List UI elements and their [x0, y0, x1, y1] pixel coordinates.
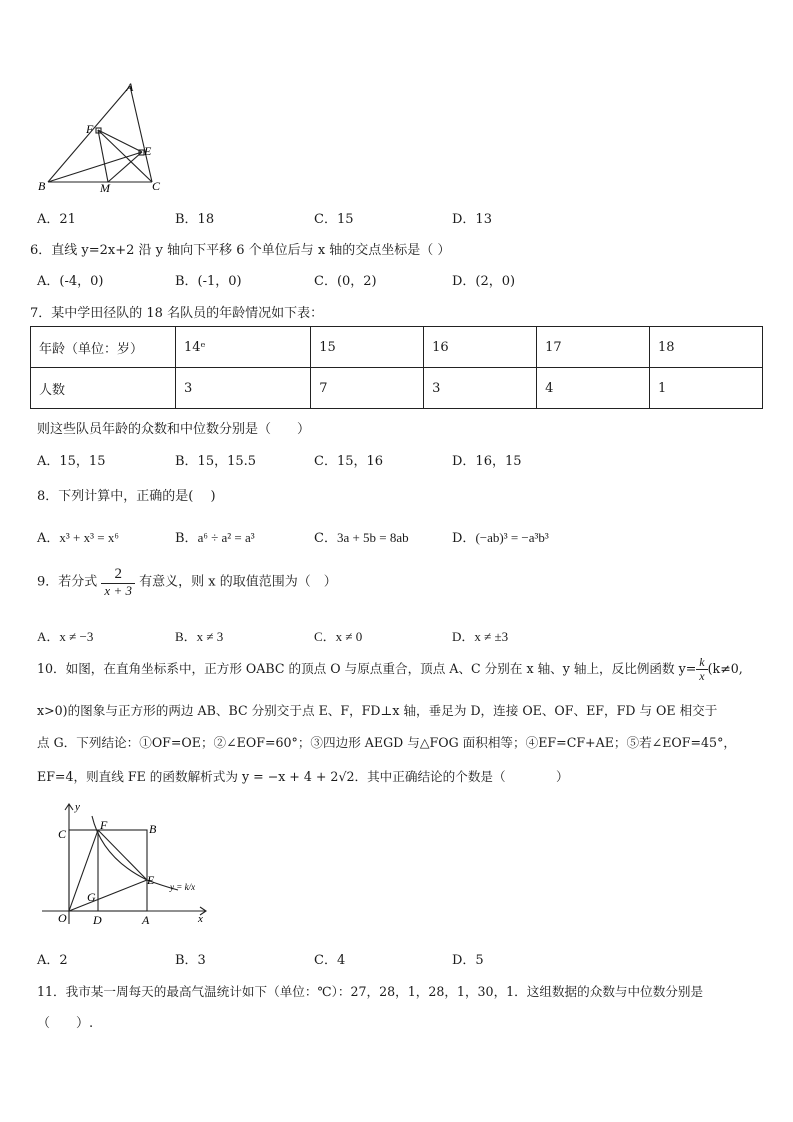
q9-frac-num: 2	[101, 566, 135, 584]
q10-option-b[interactable]: B．3	[175, 953, 206, 968]
q10-line1	[37, 656, 743, 683]
age-table-cell: 18	[650, 327, 763, 368]
age-table-cell: 15	[311, 327, 424, 368]
fig1-label-B: B	[38, 179, 46, 193]
q7-stem: 7．某中学田径队的 18 名队员的年龄情况如下表：	[30, 306, 324, 321]
q8-option-b[interactable]	[175, 527, 255, 546]
fig2-label-y: y	[75, 801, 80, 813]
q6-stem: 6．直线 y=2x+2 沿 y 轴向下平移 6 个单位后与 x 轴的交点坐标是（ ）	[30, 243, 451, 258]
fig2-label-A: A	[142, 913, 150, 927]
q7-followup: 则这些队员年龄的众数和中位数分别是（ ）	[37, 422, 311, 437]
q10-option-c[interactable]: C．4	[314, 953, 346, 968]
q9-stem-post: 有意义，则 x 的取值范围为（ ）	[139, 574, 337, 590]
q8-stem: 8．下列计算中，正确的是( )	[37, 489, 216, 504]
q9-stem	[37, 566, 337, 598]
q10-option-a[interactable]: A．2	[37, 953, 68, 968]
q8-option-a-expr: x³ + x³ = x⁶	[59, 530, 119, 545]
q6-option-c[interactable]: C．(0，2)	[314, 274, 377, 289]
q8-option-a-label: A．	[37, 531, 60, 546]
q10-fraction	[696, 656, 707, 683]
q7-option-c[interactable]: C．15，16	[314, 454, 384, 469]
age-table-cell: 4	[537, 368, 650, 409]
q11-line2: （ ）.	[37, 1016, 94, 1031]
fig2-label-E: E	[147, 873, 155, 887]
q9-option-d[interactable]: D．x ≠ ±3	[452, 629, 509, 644]
q8-option-c-label: C．	[314, 531, 337, 546]
fig2-label-D: D	[93, 913, 102, 927]
age-table-cell: 人数	[31, 368, 176, 409]
fig2-label-C: C	[58, 827, 67, 841]
q10-line1-post: (k≠0,	[707, 661, 743, 677]
age-table-cell: 14ᵉ	[176, 327, 311, 368]
q6-option-a[interactable]: A．(-4，0)	[37, 274, 104, 289]
fig1-label-C: C	[152, 179, 161, 193]
q9-fraction	[101, 566, 135, 598]
fig1-label-E: E	[144, 144, 152, 158]
q6-option-d[interactable]: D．(2，0)	[452, 274, 516, 289]
geometry-figure-triangle	[30, 78, 180, 198]
q6-option-b[interactable]: B．(-1，0)	[175, 274, 242, 289]
age-table-cell: 17	[537, 327, 650, 368]
age-table-row	[31, 327, 763, 368]
age-table-cell: 7	[311, 368, 424, 409]
q10-option-d[interactable]: D．5	[452, 953, 484, 968]
q7-option-b[interactable]: B．15，15.5	[175, 454, 257, 469]
fig2-curve-label: y = k/x	[170, 882, 196, 892]
age-table-cell: 16	[424, 327, 537, 368]
fig1-label-A: A	[126, 80, 134, 94]
q9-frac-den: x + 3	[104, 582, 132, 598]
q10-line2: x>0)的图象与正方形的两边 AB、BC 分别交于点 E、F，FD⊥x 轴，垂足为 D，连接 OE、OF、EF，FD 与 OE 相交于	[37, 703, 718, 718]
q10-frac-den: x	[699, 669, 705, 684]
q8-option-c-expr: 3a + 5b = 8ab	[336, 530, 409, 545]
q5-option-a[interactable]: A．21	[37, 212, 76, 227]
age-table-cell: 1	[650, 368, 763, 409]
age-table-row	[31, 368, 763, 409]
age-table-cell: 3	[424, 368, 537, 409]
q10-line3: 点 G．下列结论：①OF=OE；②∠EOF=60°；③四边形 AEGD 与△FOG 面积相等；④EF=CF+AE；⑤若∠EOF=45°，	[37, 735, 736, 750]
q8-option-d[interactable]	[452, 527, 549, 546]
q9-stem-pre: 9．若分式	[37, 574, 98, 590]
q9-option-c[interactable]: C．x ≠ 0	[314, 629, 363, 644]
coordinate-figure-square	[38, 798, 216, 928]
q9-option-a[interactable]: A．x ≠ −3	[37, 629, 94, 644]
q5-option-c[interactable]: C．15	[314, 212, 354, 227]
q10-frac-num: k	[696, 656, 707, 670]
fig2-label-F: F	[100, 818, 108, 832]
q8-option-d-expr: (−ab)³ = −a³b³	[475, 530, 549, 545]
age-table-cell: 3	[176, 368, 311, 409]
q7-option-a[interactable]: A．15，15	[37, 454, 106, 469]
q7-option-d[interactable]: D．16，15	[452, 454, 522, 469]
fig2-label-G: G	[87, 890, 96, 904]
q8-option-b-expr: a⁶ ÷ a² = a³	[197, 530, 255, 545]
fig2-label-O: O	[58, 911, 67, 925]
q10-line4: EF=4，则直线 FE 的函数解析式为 y = −x + 4 + 2√2．其中正确结论的个数是（ ）	[37, 769, 569, 784]
age-table-cell: 年龄（单位：岁）	[31, 327, 176, 368]
q10-line1-pre: 10．如图，在直角坐标系中，正方形 OABC 的顶点 O 与原点重合，顶点 A、C 分别在 x 轴、y 轴上，反比例函数 y=	[37, 661, 697, 677]
q8-option-d-label: D．	[452, 531, 476, 546]
q8-option-b-label: B．	[175, 531, 198, 546]
q8-option-a[interactable]	[37, 527, 119, 546]
q11-line1: 11．我市某一周每天的最高气温统计如下（单位：℃）：27，28，1，28，1，30，1．这组数据的众数与中位数分别是	[37, 984, 704, 999]
q8-option-c[interactable]	[314, 527, 409, 546]
fig1-label-M: M	[100, 181, 110, 195]
fig1-label-F: F	[86, 122, 94, 136]
fig2-label-x: x	[198, 913, 203, 925]
q5-option-b[interactable]: B．18	[175, 212, 215, 227]
age-table	[30, 326, 763, 409]
q5-option-d[interactable]: D．13	[452, 212, 492, 227]
fig2-label-B: B	[149, 822, 157, 836]
q9-option-b[interactable]: B．x ≠ 3	[175, 629, 224, 644]
